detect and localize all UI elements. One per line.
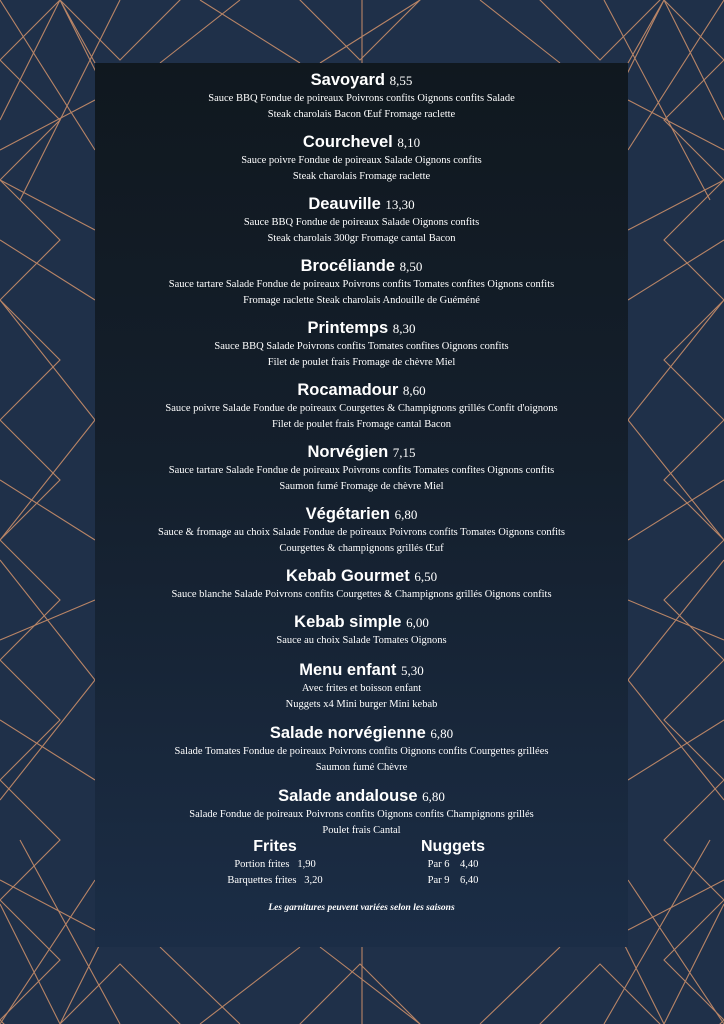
menu-item-ingredients: Sauce & fromage au choix Salade Fondue de poireaux Poivrons confits Tomates Oignons confits (157, 527, 566, 538)
menu-item-name: Kebab Gourmet (285, 567, 410, 585)
menu-item-title (95, 380, 628, 401)
menu-item-name: Rocamadour (297, 381, 399, 399)
nuggets-block (373, 837, 533, 888)
menu-item-price: 6,80 (430, 726, 454, 741)
menu-item (95, 504, 628, 556)
menu-item-price: 8,60 (402, 383, 426, 398)
frites-row-label: Barquettes frites (227, 874, 297, 886)
menu-item-price: 6,80 (394, 507, 418, 522)
menu-item-ingredients: Sauce tartare Salade Fondue de poireaux Poivrons confits Tomates confites Oignons confits (168, 465, 555, 476)
nuggets-title: Nuggets (421, 838, 485, 855)
nuggets-row (373, 857, 533, 873)
menu-item (95, 612, 628, 649)
menu-item (95, 380, 628, 432)
menu-item (95, 660, 628, 712)
nuggets-row-price: 4,40 (460, 859, 479, 870)
menu-item-ingredients: Steak charolais Fromage raclette (292, 170, 431, 182)
menu-item-ingredients: Sauce BBQ Salade Poivrons confits Tomates confites Oignons confits (214, 341, 509, 352)
menu-item (95, 70, 628, 122)
menu-item-ingredients: Filet de poulet frais Fromage de chèvre Miel (267, 356, 456, 368)
menu-item-ingredients: Salade Fondue de poireaux Poivrons confits Oignons confits Champignons grillés (189, 809, 534, 820)
menu-item-name: Menu enfant (299, 661, 397, 679)
menu-item-name: Végétarien (305, 505, 391, 523)
footnote: Les garnitures peuvent variées selon les saisons (268, 903, 455, 913)
menu-item-name: Norvégien (307, 443, 389, 461)
menu-item-name: Courchevel (302, 133, 393, 151)
nuggets-row-label: Par 6 (427, 859, 450, 870)
menu-item-title (95, 612, 628, 633)
menu-panel (95, 63, 628, 947)
frites-block (195, 837, 355, 888)
menu-item-ingredients: Sauce tartare Salade Fondue de poireaux Poivrons confits Tomates confites Oignons confits (168, 279, 555, 290)
menu-item (95, 132, 628, 184)
menu-item-ingredients: Sauce BBQ Fondue de poireaux Salade Oignons confits (243, 217, 480, 228)
menu-item-ingredients: Sauce blanche Salade Poivrons confits Courgettes & Champignons grillés Oignons confits (171, 589, 552, 600)
frites-row (195, 873, 355, 889)
menu-item-ingredients: Courgettes & champignons grillés Œuf (279, 542, 444, 554)
menu-item-price: 6,80 (422, 789, 445, 804)
menu-item-name: Salade norvégienne (269, 724, 426, 742)
nuggets-row-label: Par 9 (427, 874, 450, 886)
menu-item-ingredients: Steak charolais Bacon Œuf Fromage raclette (267, 108, 456, 120)
frites-row-price: 3,20 (304, 874, 323, 886)
menu-item-price: 8,30 (392, 321, 416, 336)
frites-title: Frites (253, 838, 297, 855)
menu-item-ingredients: Saumon fumé Fromage de chèvre Miel (279, 480, 444, 492)
frites-row-price: 1,90 (297, 859, 316, 870)
menu-item-title (95, 442, 628, 463)
menu-item (95, 442, 628, 494)
menu-item-ingredients: Poulet frais Cantal (322, 824, 401, 836)
menu-item-name: Deauville (308, 195, 381, 213)
nuggets-row (373, 873, 533, 889)
menu-item-ingredients: Avec frites et boisson enfant (301, 683, 422, 694)
menu-item-title (95, 660, 628, 681)
menu-item-name: Printemps (307, 319, 389, 337)
menu-item-title (95, 723, 628, 744)
menu-item-title (95, 504, 628, 525)
menu-item (95, 786, 628, 838)
menu-item-ingredients: Sauce au choix Salade Tomates Oignons (276, 635, 447, 646)
menu-item-title (95, 132, 628, 153)
menu-item-ingredients: Nuggets x4 Mini burger Mini kebab (285, 698, 438, 710)
menu-item (95, 318, 628, 370)
menu-item-name: Salade andalouse (278, 787, 418, 805)
menu-item-title (95, 70, 628, 91)
menu-item-price: 5,30 (401, 663, 424, 678)
menu-item-ingredients: Fromage raclette Steak charolais Andouille de Guéméné (243, 294, 480, 306)
menu-item-title (95, 318, 628, 339)
menu-item (95, 566, 628, 603)
menu-item-price: 8,55 (389, 73, 413, 88)
menu-item-ingredients: Filet de poulet frais Fromage cantal Bacon (271, 418, 452, 430)
menu-item-price: 7,15 (392, 445, 416, 460)
menu-item (95, 194, 628, 246)
menu-item-title (95, 566, 628, 587)
menu-item-ingredients: Sauce poivre Fondue de poireaux Salade Oignons confits (241, 155, 482, 166)
menu-item-ingredients: Saumon fumé Chèvre (315, 761, 408, 773)
menu-item-title (95, 786, 628, 807)
menu-item-ingredients: Steak charolais 300gr Fromage cantal Bacon (267, 232, 456, 244)
menu-item-title (95, 256, 628, 277)
sides-section (95, 837, 628, 897)
menu-item-price: 6,50 (414, 569, 438, 584)
menu-item-ingredients: Sauce BBQ Fondue de poireaux Poivrons confits Oignons confits Salade (208, 93, 515, 104)
menu-item-price: 8,50 (399, 259, 423, 274)
menu-item-price: 13,30 (385, 197, 415, 212)
menu-item-name: Kebab simple (294, 613, 402, 631)
menu-item-name: Savoyard (310, 71, 385, 89)
menu-item (95, 256, 628, 308)
menu-item-price: 8,10 (397, 135, 421, 150)
frites-row (195, 857, 355, 873)
menu-item-ingredients: Sauce poivre Salade Fondue de poireaux Courgettes & Champignons grillés Confit d'oignons (165, 403, 558, 414)
frites-row-label: Portion frites (234, 859, 290, 870)
menu-item-price: 6,00 (406, 615, 429, 630)
menu-item (95, 723, 628, 775)
menu-item-ingredients: Salade Tomates Fondue de poireaux Poivrons confits Oignons confits Courgettes grillées (174, 746, 549, 757)
menu-item-name: Brocéliande (300, 257, 396, 275)
menu-item-title (95, 194, 628, 215)
nuggets-row-price: 6,40 (460, 874, 479, 886)
